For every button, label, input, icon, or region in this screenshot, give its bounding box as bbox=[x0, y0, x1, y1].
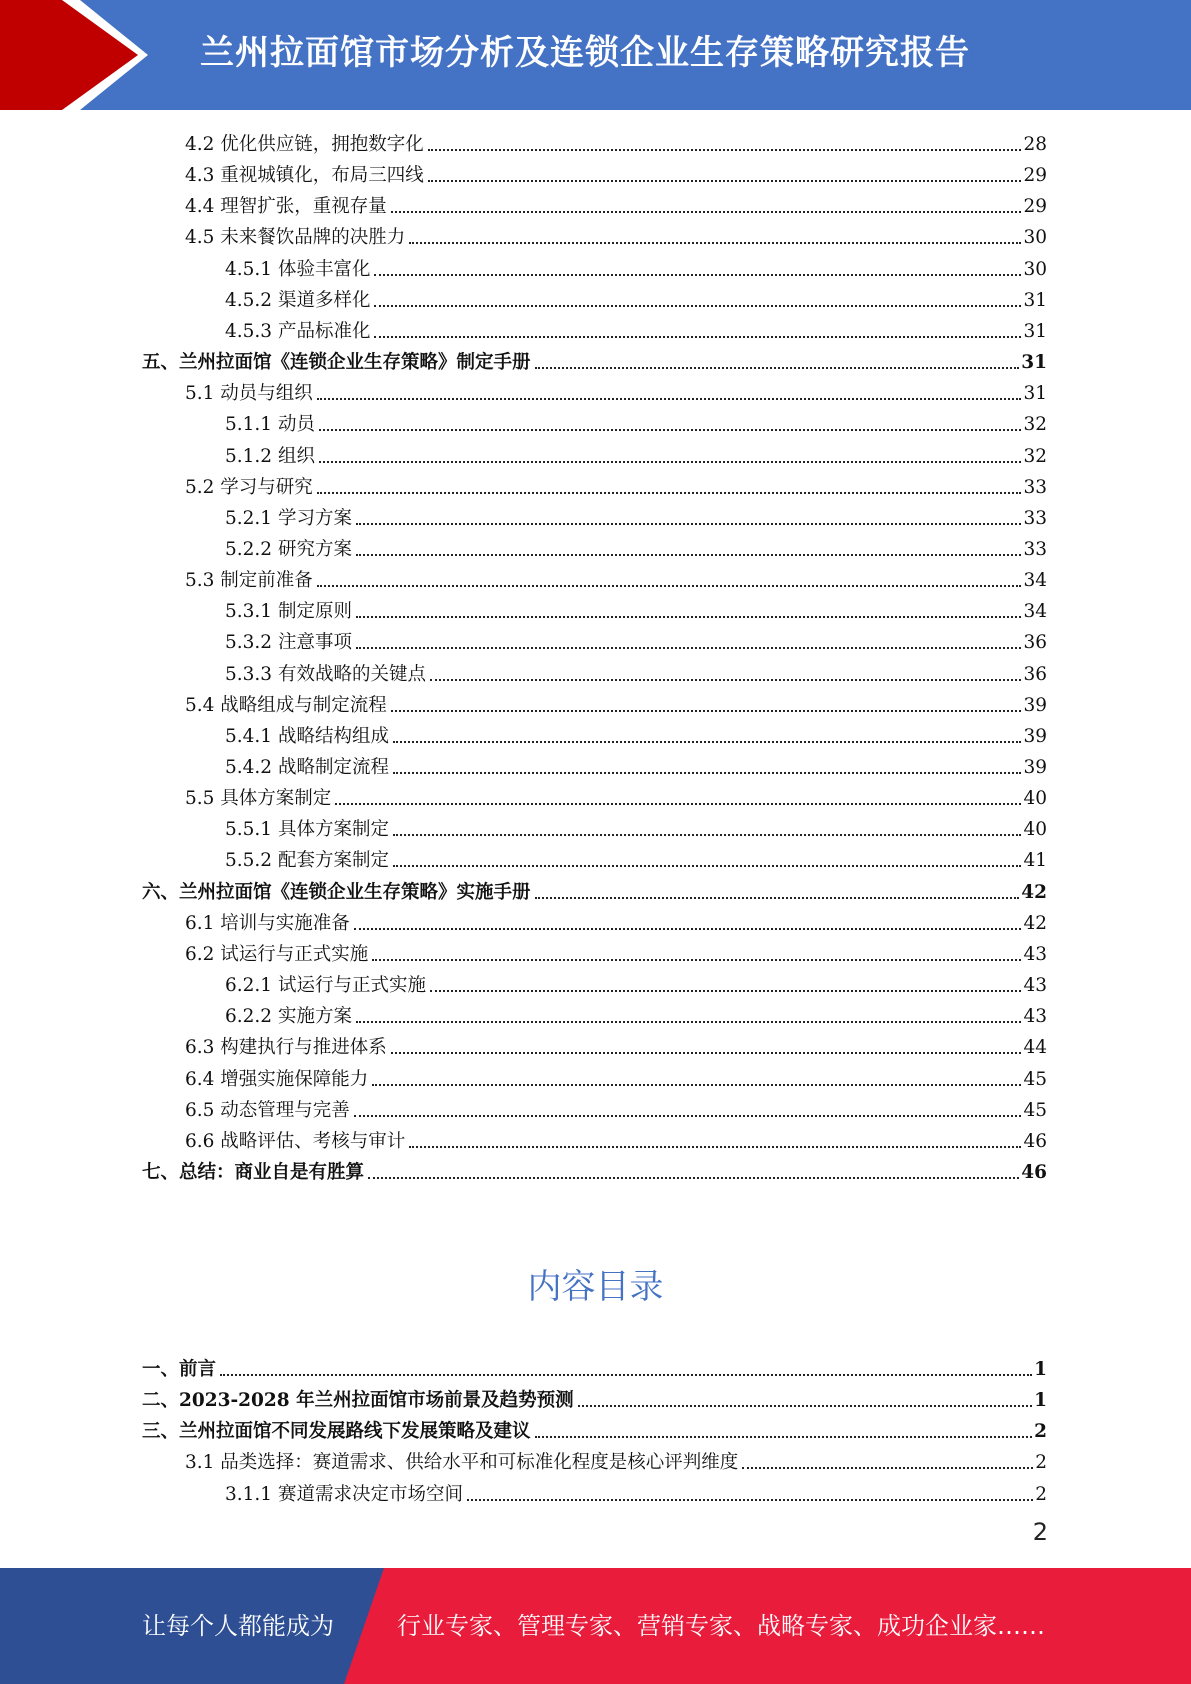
toc-dot-leader bbox=[393, 772, 1021, 774]
toc-entry[interactable] bbox=[225, 504, 1047, 530]
toc-dot-leader bbox=[535, 1436, 1033, 1438]
toc-entry-page: 30 bbox=[1023, 227, 1047, 249]
toc-dot-leader bbox=[430, 990, 1021, 992]
report-title: 兰州拉面馆市场分析及连锁企业生存策略研究报告 bbox=[200, 33, 970, 73]
toc-entry[interactable] bbox=[225, 722, 1047, 748]
toc-dot-leader bbox=[374, 274, 1021, 276]
toc-entry-page: 40 bbox=[1023, 788, 1047, 810]
toc-entry[interactable] bbox=[185, 940, 1047, 966]
toc-entry-page: 1 bbox=[1034, 1359, 1047, 1380]
toc-entry-page: 44 bbox=[1023, 1037, 1047, 1059]
toc-entry[interactable] bbox=[225, 815, 1047, 841]
toc-entry[interactable] bbox=[225, 597, 1047, 623]
toc-entry-page: 28 bbox=[1023, 134, 1047, 155]
toc-entry[interactable] bbox=[225, 628, 1047, 654]
toc-entry-label: 4.5.1 体验丰富化 bbox=[225, 258, 371, 280]
toc-entry-label: 5.2.1 学习方案 bbox=[225, 507, 352, 529]
toc-entry-page: 31 bbox=[1023, 320, 1047, 342]
toc-entry-page: 42 bbox=[1023, 912, 1047, 934]
toc-entry-label: 5.1.1 动员 bbox=[225, 414, 315, 436]
toc-entry-page: 39 bbox=[1023, 757, 1047, 778]
toc-entry-page: 31 bbox=[1023, 289, 1047, 311]
toc-entry-label: 5.3.2 注意事项 bbox=[225, 632, 352, 654]
toc-dot-leader bbox=[409, 1146, 1021, 1148]
toc-entry-label: 6.2.1 试运行与正式实施 bbox=[225, 975, 426, 997]
toc-entry[interactable] bbox=[225, 535, 1047, 561]
toc-entry-page: 1 bbox=[1034, 1390, 1047, 1412]
toc-entry-label: 4.4 理智扩张，重视存量 bbox=[185, 196, 387, 218]
toc-entry-page: 29 bbox=[1023, 165, 1047, 187]
toc-entry[interactable] bbox=[185, 379, 1047, 405]
toc-entry-page: 46 bbox=[1023, 1130, 1047, 1152]
page-number: 2 bbox=[1032, 1518, 1048, 1546]
toc-dot-leader bbox=[391, 211, 1022, 213]
toc-dot-leader bbox=[354, 1115, 1022, 1117]
toc-entry-page: 33 bbox=[1023, 507, 1047, 529]
toc-entry[interactable] bbox=[225, 317, 1047, 343]
toc-entry[interactable] bbox=[185, 223, 1047, 249]
toc-entry[interactable] bbox=[185, 1448, 1047, 1474]
toc-entry-label: 5.4.1 战略结构组成 bbox=[225, 725, 389, 747]
toc-entry-page: 45 bbox=[1023, 1099, 1047, 1121]
toc-dot-leader bbox=[430, 679, 1021, 681]
red-chevron-icon bbox=[0, 0, 160, 110]
toc-entry-label: 5.4.2 战略制定流程 bbox=[225, 757, 389, 778]
toc-dot-leader bbox=[467, 1499, 1033, 1501]
footer-slogan-right: 行业专家、管理专家、营销专家、战略专家、成功企业家…… bbox=[397, 1612, 1045, 1640]
toc-entry-page: 2 bbox=[1035, 1452, 1047, 1474]
toc-dot-leader bbox=[374, 336, 1021, 338]
toc-entry[interactable] bbox=[225, 660, 1047, 686]
toc-entry[interactable] bbox=[142, 1386, 1047, 1412]
toc-entry-page: 32 bbox=[1023, 445, 1047, 467]
toc-entry-page: 34 bbox=[1023, 570, 1047, 592]
toc-entry-label: 6.2.2 实施方案 bbox=[225, 1006, 352, 1028]
toc-entry-label: 五、兰州拉面馆《连锁企业生存策略》制定手册 bbox=[142, 352, 531, 374]
toc-entry[interactable] bbox=[225, 442, 1047, 468]
toc-entry[interactable] bbox=[225, 753, 1047, 779]
toc-entry-label: 5.2.2 研究方案 bbox=[225, 538, 352, 560]
toc-dot-leader bbox=[368, 1177, 1019, 1179]
toc-dot-leader bbox=[393, 834, 1021, 836]
toc-entry[interactable] bbox=[185, 1033, 1047, 1059]
toc-entry[interactable] bbox=[225, 1002, 1047, 1028]
toc-entry[interactable] bbox=[185, 1096, 1047, 1122]
toc-entry[interactable] bbox=[185, 1065, 1047, 1091]
toc-entry-label: 5.3 制定前准备 bbox=[185, 570, 313, 592]
toc-dot-leader bbox=[317, 492, 1022, 494]
toc-dot-leader bbox=[391, 1052, 1022, 1054]
toc-dot-leader bbox=[335, 803, 1021, 805]
toc-entry[interactable] bbox=[225, 1480, 1047, 1506]
toc-entry-page: 43 bbox=[1023, 1006, 1047, 1028]
toc-entry-page: 2 bbox=[1034, 1421, 1047, 1443]
toc-entry-page: 43 bbox=[1023, 943, 1047, 965]
toc-entry-page: 46 bbox=[1021, 1161, 1047, 1183]
toc-entry-label: 4.3 重视城镇化，布局三四线 bbox=[185, 165, 424, 187]
toc-entry[interactable] bbox=[185, 473, 1047, 499]
toc-entry-label: 3.1 品类选择：赛道需求、供给水平和可标准化程度是核心评判维度 bbox=[185, 1452, 739, 1474]
toc-entry[interactable] bbox=[185, 130, 1047, 156]
toc-entry[interactable] bbox=[185, 784, 1047, 810]
toc-dot-leader bbox=[391, 710, 1022, 712]
toc-entry[interactable] bbox=[185, 691, 1047, 717]
toc-entry-label: 4.5.2 渠道多样化 bbox=[225, 289, 371, 311]
toc-entry[interactable] bbox=[225, 971, 1047, 997]
toc-entry-page: 43 bbox=[1023, 975, 1047, 997]
toc-entry-label: 3.1.1 赛道需求决定市场空间 bbox=[225, 1483, 463, 1505]
toc-entry-label: 5.2 学习与研究 bbox=[185, 476, 313, 498]
toc-dot-leader bbox=[372, 959, 1021, 961]
toc-entry-label: 5.5.1 具体方案制定 bbox=[225, 819, 389, 841]
toc-dot-leader bbox=[356, 1021, 1022, 1023]
footer-slogan-left: 让每个人都能成为 bbox=[142, 1612, 334, 1640]
toc-entry[interactable] bbox=[142, 878, 1047, 904]
toc-dot-leader bbox=[578, 1405, 1033, 1407]
toc-dot-leader bbox=[409, 242, 1021, 244]
toc-dot-leader bbox=[319, 429, 1022, 431]
toc-entry-label: 七、总结：商业自是有胜算 bbox=[142, 1161, 365, 1183]
toc-entry[interactable] bbox=[142, 1158, 1047, 1184]
toc-entry-label: 三、兰州拉面馆不同发展路线下发展策略及建议 bbox=[142, 1421, 531, 1443]
toc-entry-label: 6.3 构建执行与推进体系 bbox=[185, 1037, 387, 1059]
toc-entry-page: 45 bbox=[1023, 1068, 1047, 1090]
toc-entry-page: 39 bbox=[1023, 725, 1047, 747]
toc-entry-label: 六、兰州拉面馆《连锁企业生存策略》实施手册 bbox=[142, 881, 531, 903]
toc-dot-leader bbox=[428, 149, 1022, 151]
toc-entry[interactable] bbox=[185, 161, 1047, 187]
toc-entry[interactable] bbox=[185, 909, 1047, 935]
toc-entry[interactable] bbox=[225, 846, 1047, 872]
toc-entry-page: 36 bbox=[1023, 663, 1047, 685]
toc-entry-label: 4.2 优化供应链，拥抱数字化 bbox=[185, 134, 424, 155]
toc-entry[interactable] bbox=[142, 348, 1047, 374]
toc-entry-label: 5.1 动员与组织 bbox=[185, 383, 313, 405]
toc-entry-page: 41 bbox=[1023, 850, 1047, 872]
toc-entry-label: 6.2 试运行与正式实施 bbox=[185, 943, 369, 965]
toc-entry-label: 5.3.3 有效战略的关键点 bbox=[225, 663, 426, 685]
toc-entry-label: 5.5 具体方案制定 bbox=[185, 788, 332, 810]
toc-entry-page: 36 bbox=[1023, 632, 1047, 654]
toc-dot-leader bbox=[319, 461, 1022, 463]
toc-entry[interactable] bbox=[142, 1417, 1047, 1443]
toc-dot-leader bbox=[220, 1374, 1032, 1376]
toc-entry[interactable] bbox=[185, 566, 1047, 592]
toc-entry-page: 32 bbox=[1023, 414, 1047, 436]
toc-entry-label: 4.5.3 产品标准化 bbox=[225, 320, 371, 342]
toc-entry-label: 5.5.2 配套方案制定 bbox=[225, 850, 389, 872]
toc-entry-page: 31 bbox=[1023, 383, 1047, 405]
page-header bbox=[0, 0, 1191, 110]
toc-dot-leader bbox=[535, 367, 1020, 369]
toc-entry-label: 5.3.1 制定原则 bbox=[225, 601, 352, 623]
toc-entry-label: 6.1 培训与实施准备 bbox=[185, 912, 350, 934]
toc-entry-page: 40 bbox=[1023, 819, 1047, 841]
toc-dot-leader bbox=[356, 647, 1022, 649]
toc-dot-leader bbox=[372, 1084, 1021, 1086]
toc-dot-leader bbox=[393, 741, 1021, 743]
toc-entry-page: 2 bbox=[1035, 1483, 1047, 1505]
toc-entry[interactable] bbox=[142, 1355, 1047, 1381]
toc-entry-page: 30 bbox=[1023, 258, 1047, 280]
toc-dot-leader bbox=[374, 305, 1021, 307]
toc-entry-label: 5.4 战略组成与制定流程 bbox=[185, 694, 387, 716]
toc-entry-page: 39 bbox=[1023, 694, 1047, 716]
toc-entry-label: 一、前言 bbox=[142, 1359, 217, 1380]
toc-entry[interactable] bbox=[225, 286, 1047, 312]
toc-entry[interactable] bbox=[225, 410, 1047, 436]
toc-entry-label: 二、2023-2028 年兰州拉面馆市场前景及趋势预测 bbox=[142, 1390, 574, 1412]
toc-entry-label: 6.4 增强实施保障能力 bbox=[185, 1068, 369, 1090]
toc-entry-label: 6.5 动态管理与完善 bbox=[185, 1099, 350, 1121]
content-toc-heading: 内容目录 bbox=[527, 1267, 664, 1307]
toc-dot-leader bbox=[535, 897, 1020, 899]
toc-entry[interactable] bbox=[185, 192, 1047, 218]
toc-entry-page: 42 bbox=[1021, 881, 1047, 903]
toc-dot-leader bbox=[742, 1467, 1033, 1469]
toc-dot-leader bbox=[317, 585, 1022, 587]
page-footer bbox=[0, 1568, 1191, 1684]
toc-entry[interactable] bbox=[225, 255, 1047, 281]
toc-entry-page: 33 bbox=[1023, 538, 1047, 560]
toc-entry-label: 5.1.2 组织 bbox=[225, 445, 315, 467]
toc-entry-page: 29 bbox=[1023, 196, 1047, 218]
toc-entry-label: 6.6 战略评估、考核与审计 bbox=[185, 1130, 406, 1152]
toc-dot-leader bbox=[393, 865, 1021, 867]
toc-dot-leader bbox=[356, 554, 1022, 556]
toc-entry-page: 33 bbox=[1023, 476, 1047, 498]
toc-dot-leader bbox=[317, 398, 1022, 400]
toc-dot-leader bbox=[428, 180, 1022, 182]
toc-dot-leader bbox=[354, 928, 1022, 930]
toc-entry-page: 31 bbox=[1021, 352, 1047, 374]
toc-dot-leader bbox=[356, 523, 1022, 525]
toc-entry[interactable] bbox=[185, 1127, 1047, 1153]
toc-dot-leader bbox=[356, 616, 1022, 618]
toc-entry-label: 4.5 未来餐饮品牌的决胜力 bbox=[185, 227, 406, 249]
toc-entry-page: 34 bbox=[1023, 601, 1047, 623]
